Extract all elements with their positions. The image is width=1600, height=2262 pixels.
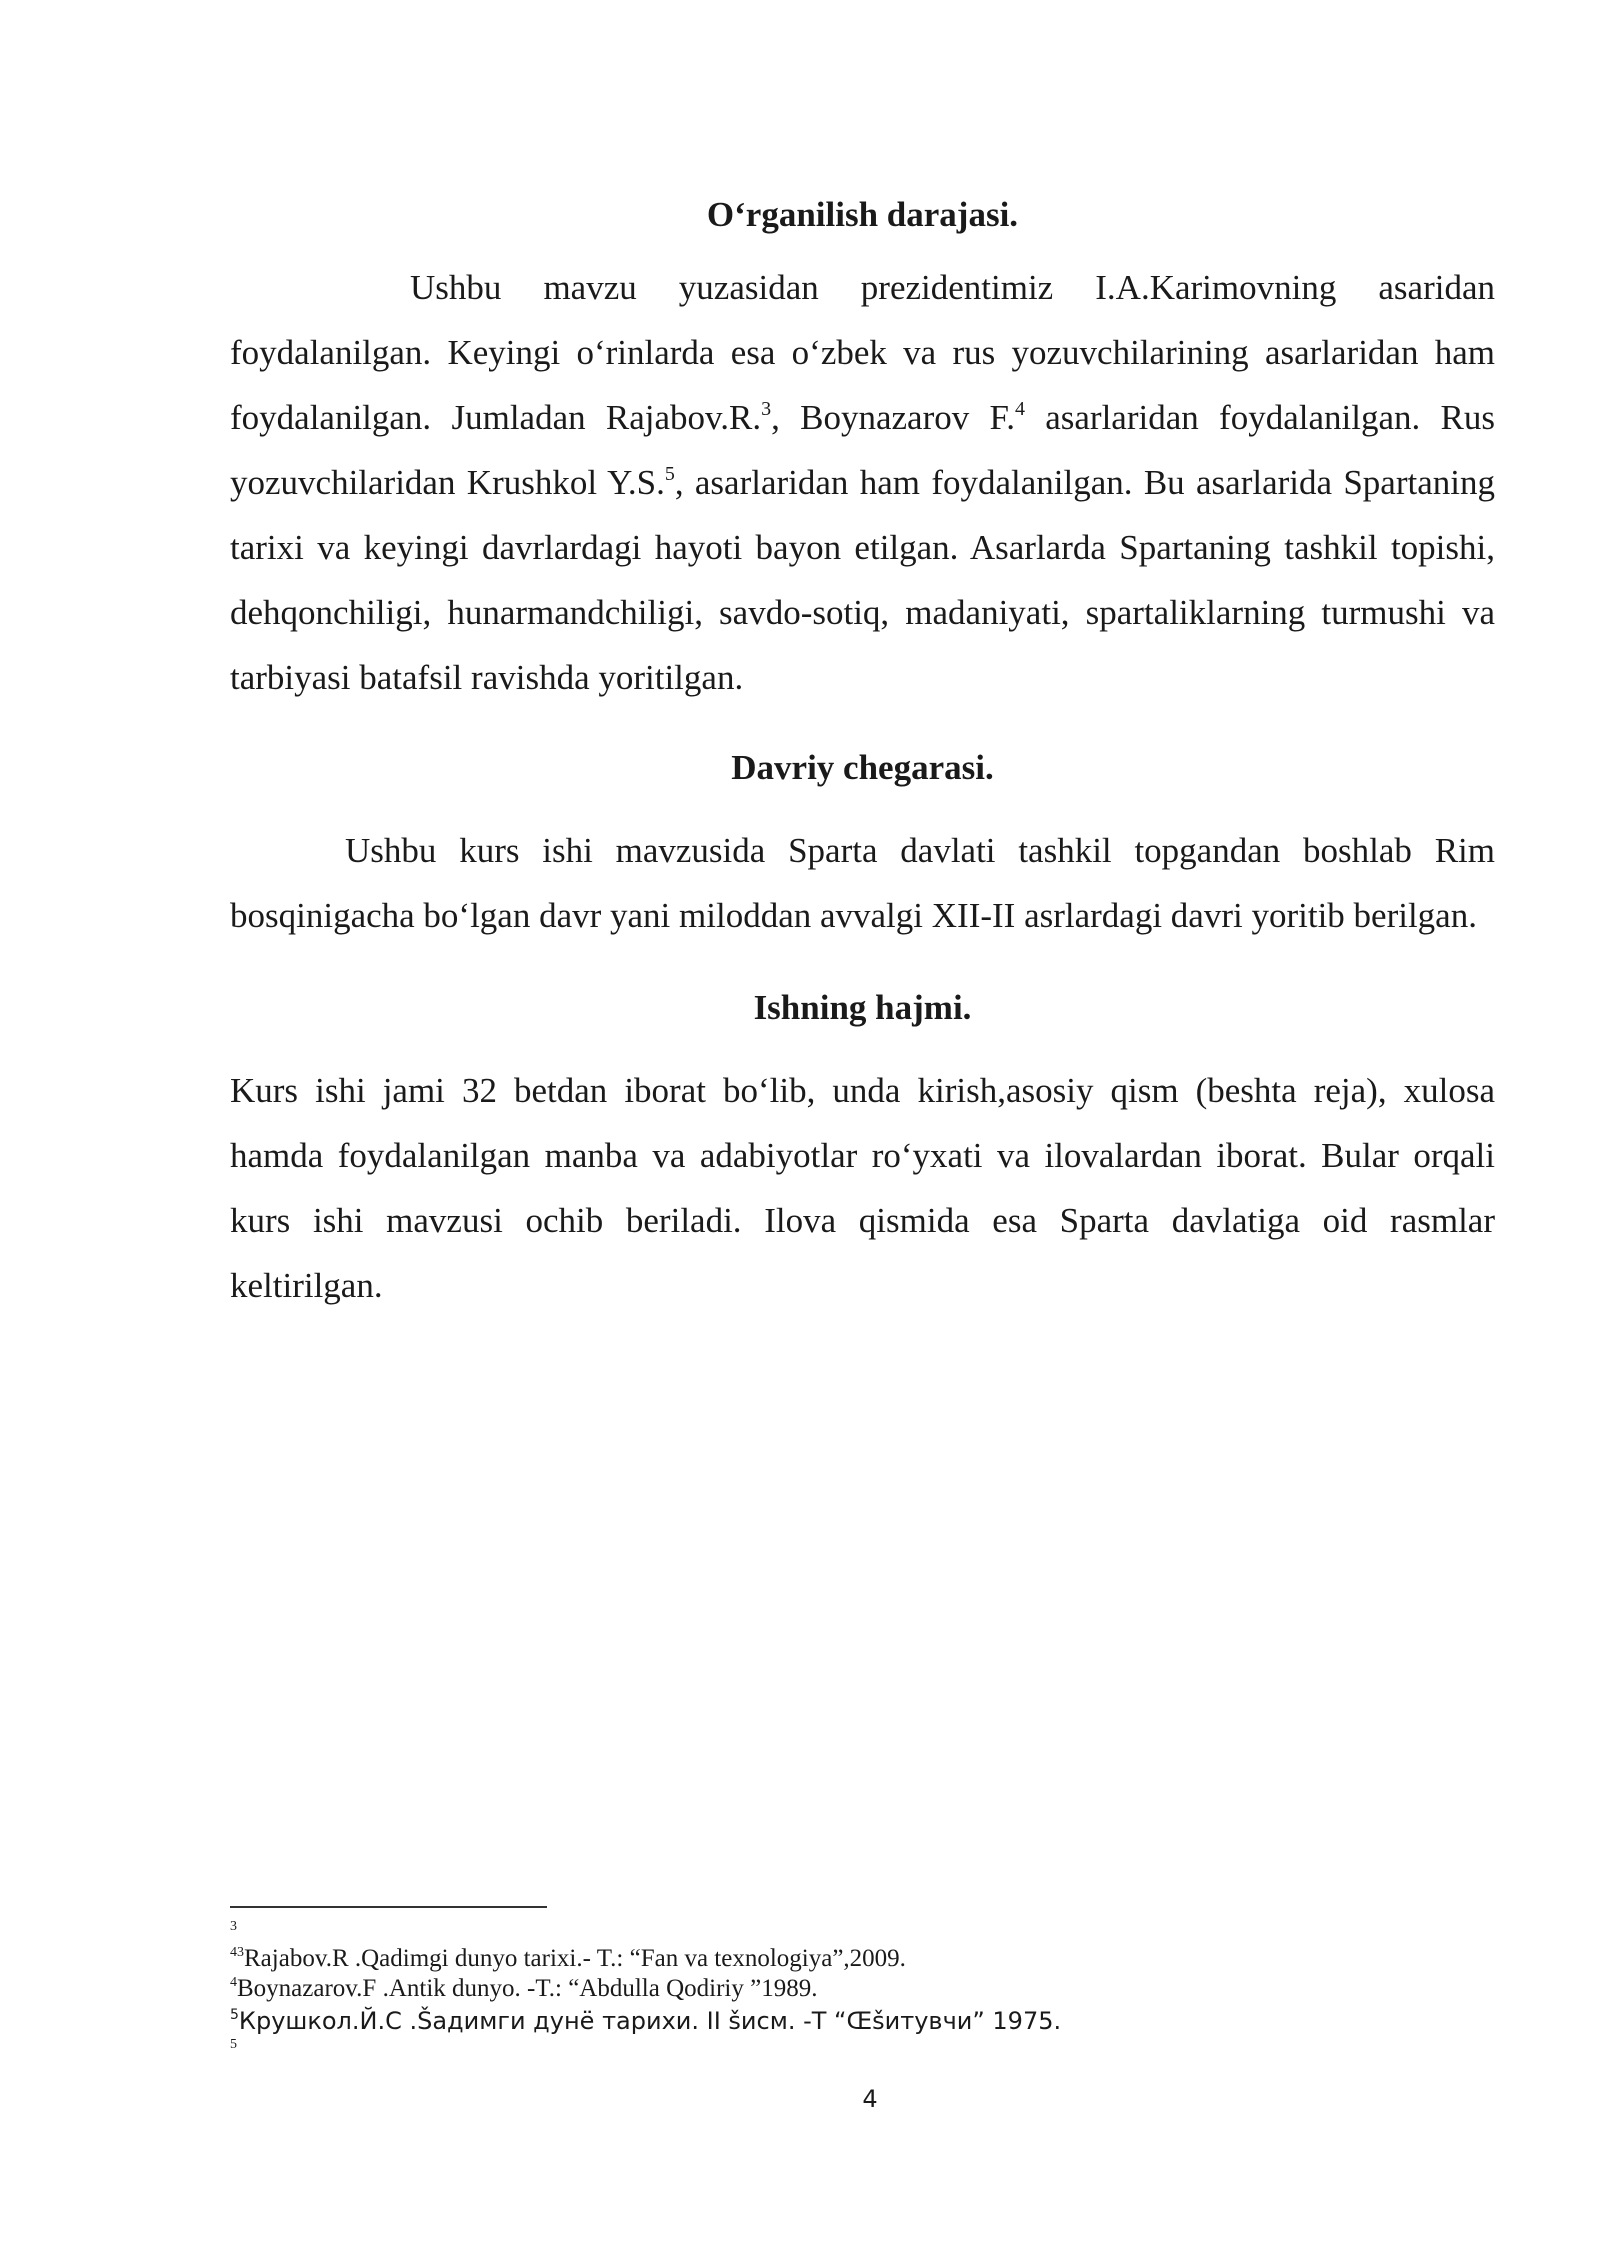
footnote-stray-number: 5 bbox=[230, 2037, 237, 2052]
footnote-text: Крушкол.Й.С .Šадимги дунё тарихи. II šисм. -Т “Œšитувчи” 1975. bbox=[238, 2007, 1062, 2035]
footnote-separator bbox=[230, 1906, 547, 1908]
footnote-number: 43 bbox=[230, 1945, 244, 1960]
footnote-number: 4 bbox=[230, 1975, 237, 1990]
footnote-3 bbox=[230, 2006, 1061, 2036]
footnote-ref[interactable]: 5 bbox=[664, 463, 675, 485]
footnote-text: Rajabov.R .Qadimgi dunyo tarixi.- T.: “Fan va texnologiya”,2009. bbox=[244, 1945, 906, 1972]
paragraph-davriy: Ushbu kurs ishi mavzusida Sparta davlati tashkil topgandan boshlab Rim bosqinigacha bo‘lgan davr yani miloddan avvalgi XII-II asrlardagi davri yoritib berilgan. bbox=[230, 831, 1495, 935]
section-heading-hajmi: Ishning hajmi. bbox=[753, 988, 972, 1027]
footnote-2 bbox=[230, 1974, 817, 2004]
section-heading-davriy: Davriy chegarasi. bbox=[731, 748, 994, 787]
page-number: 4 bbox=[862, 2085, 878, 2113]
paragraph-text: , asarlaridan ham foydalanilgan. Bu asarlarida Spartaning tarixi va keyingi davrlardagi hayoti bayon etilgan. Asarlarda Spartaning tashkil topishi, dehqonchiligi, hunarmandchiligi, savdo-sotiq, madaniyati, spartaliklarning turmushi va tarbiyasi batafsil ravishda yoritilgan. bbox=[230, 463, 1495, 697]
footnote-1 bbox=[230, 1944, 906, 1974]
paragraph-organilish bbox=[230, 255, 1495, 710]
paragraph-text: asarlaridan foydalanilgan. Rus yozuvchilaridan Krushkol Y.S. bbox=[230, 398, 1495, 502]
footnote-text: Boynazarov.F .Antik dunyo. -T.: “Abdulla Qodiriy ”1989. bbox=[237, 1975, 818, 2002]
footnote-number: 5 bbox=[230, 2007, 239, 2023]
footnote-stray-number: 3 bbox=[230, 1919, 237, 1934]
footnote-ref[interactable]: 3 bbox=[761, 398, 772, 420]
footnote-ref[interactable]: 4 bbox=[1014, 398, 1025, 420]
section-heading-organilish: O‘rganilish darajasi. bbox=[706, 195, 1019, 234]
paragraph-text: Ushbu mavzu yuzasidan prezidentimiz I.A.Karimovning asaridan foydalanilgan. Keyingi o‘rinlarda esa o‘zbek va rus yozuvchilarining asarlaridan ham foydalanilgan. Jumladan Rajabov.R. bbox=[230, 268, 1495, 437]
main-content bbox=[230, 185, 1495, 1318]
paragraph-hajmi: Kurs ishi jami 32 betdan iborat bo‘lib, unda kirish,asosiy qism (beshta reja), xulosa hamda foydalanilgan manba va adabiyotlar ro‘yxati va ilovalardan iborat. Bular orqali kurs ishi mavzusi ochib beriladi. Ilova qismida esa Sparta davlatiga oid rasmlar keltirilgan. bbox=[230, 1071, 1495, 1305]
paragraph-text: , Boynazarov F. bbox=[771, 398, 1015, 437]
